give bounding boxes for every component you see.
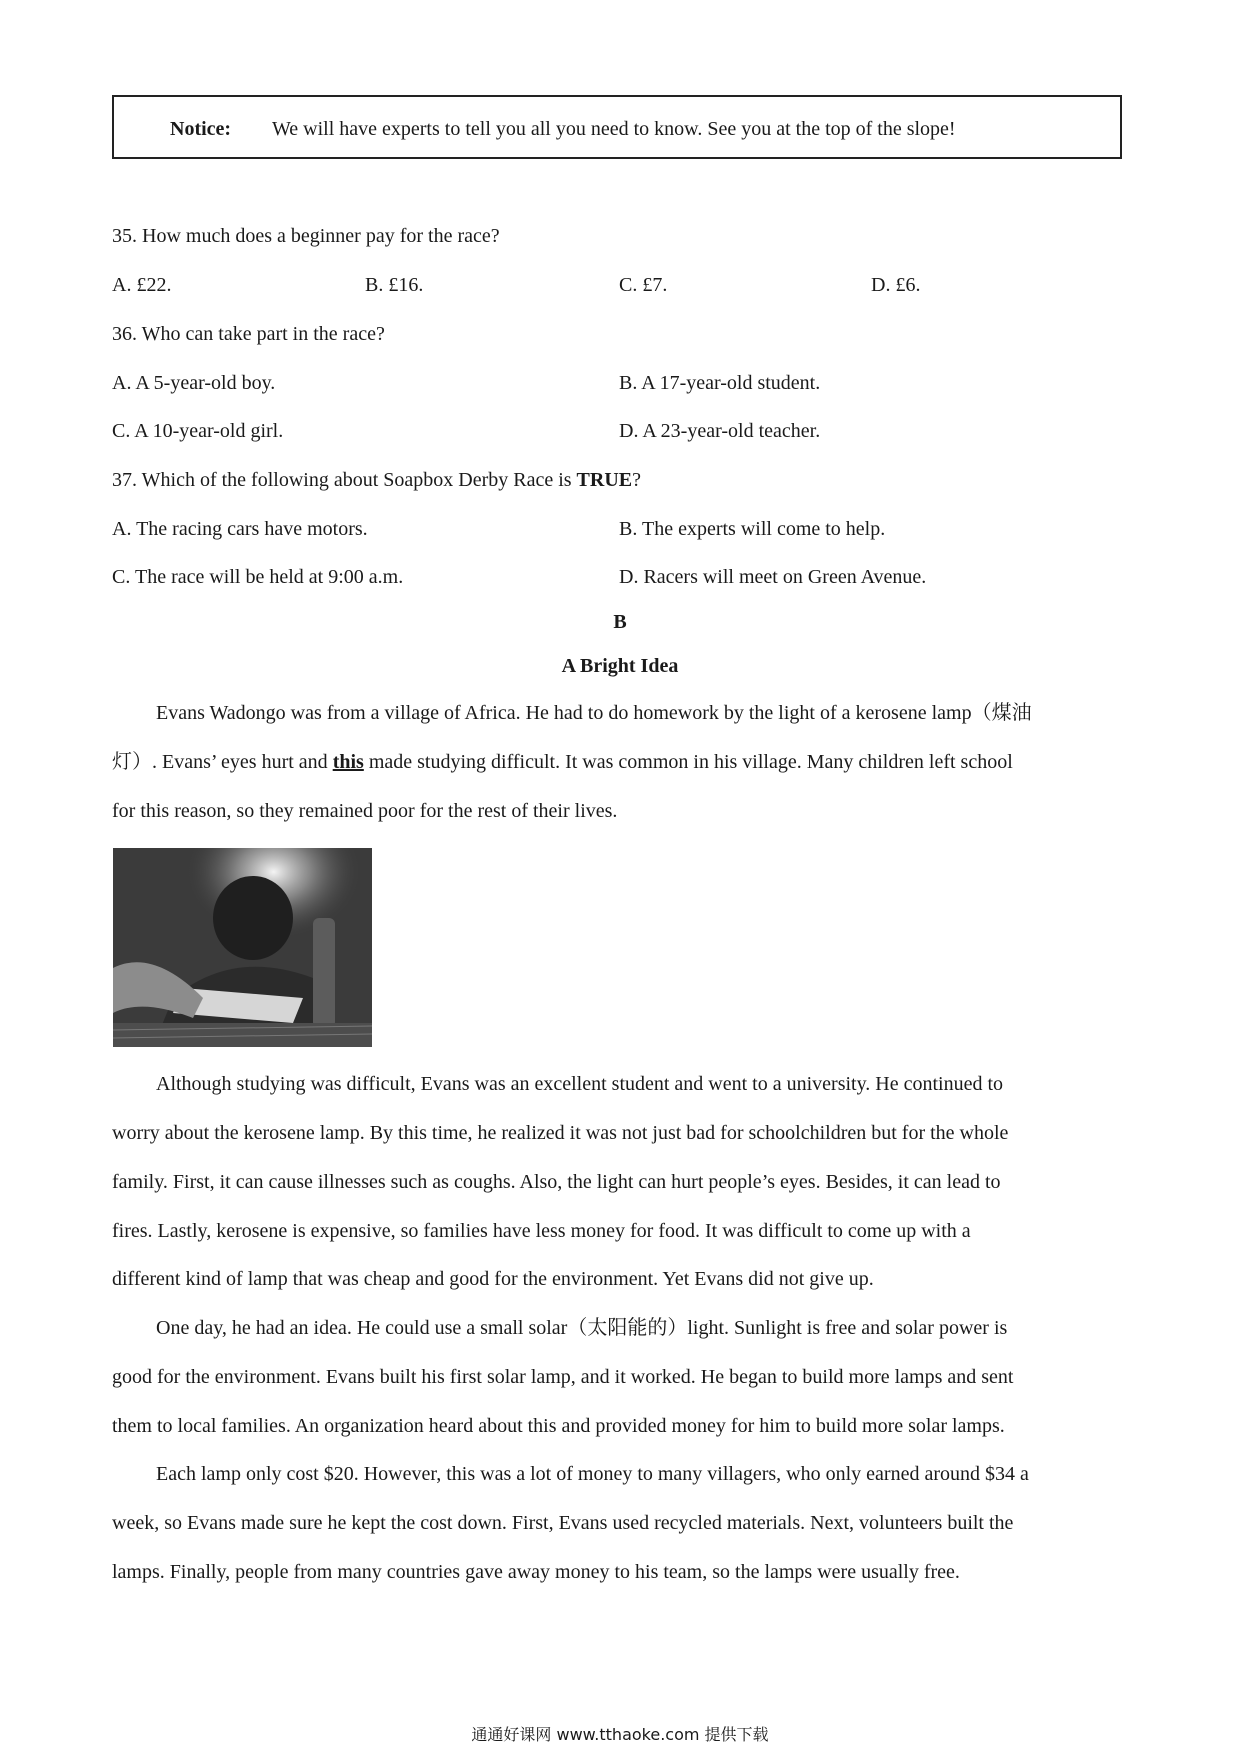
para1-line-2 xyxy=(112,752,1013,772)
notice-box xyxy=(112,95,1122,159)
question-37-option-a: A. The racing cars have motors. xyxy=(112,518,368,540)
para1-line-1: Evans Wadongo was from a village of Africa. He had to do homework by the light of a kerosene lamp（煤油 xyxy=(156,702,1032,724)
para3-line-2: good for the environment. Evans built his first solar lamp, and it worked. He began to build more lamps and sent xyxy=(112,1366,1014,1388)
question-36-option-b: B. A 17-year-old student. xyxy=(619,372,821,394)
notice-label: Notice: xyxy=(170,118,232,140)
question-36-stem: 36. Who can take part in the race? xyxy=(112,323,385,345)
footer-watermark: 通通好课网 www.tthaoke.com 提供下载 xyxy=(471,1725,769,1744)
para1-line-2-start: 灯）. Evans’ eyes hurt and xyxy=(112,751,333,773)
para3-line-1: One day, he had an idea. He could use a small solar（太阳能的）light. Sunlight is free and solar power is xyxy=(156,1317,1008,1339)
para4-line-2: week, so Evans made sure he kept the cost down. First, Evans used recycled materials. Next, volunteers built the xyxy=(112,1512,1014,1534)
question-37-option-d: D. Racers will meet on Green Avenue. xyxy=(619,566,927,588)
para3-line-3: them to local families. An organization heard about this and provided money for him to build more solar lamps. xyxy=(112,1415,1005,1437)
para4-line-3: lamps. Finally, people from many countries gave away money to his team, so the lamps were usually free. xyxy=(112,1561,960,1583)
question-36-option-d: D. A 23-year-old teacher. xyxy=(619,420,821,442)
question-37-stem-emphasis: TRUE xyxy=(576,469,633,491)
question-35-stem: 35. How much does a beginner pay for the race? xyxy=(112,225,500,247)
question-35-option-d: D. £6. xyxy=(871,274,921,296)
question-37-option-c: C. The race will be held at 9:00 a.m. xyxy=(112,566,404,588)
para2-line-2: worry about the kerosene lamp. By this time, he realized it was not just bad for schoolchildren but for the whole xyxy=(112,1122,1009,1144)
para4-line-1: Each lamp only cost $20. However, this was a lot of money to many villagers, who only earned around $34 a xyxy=(156,1463,1029,1485)
para2-line-5: different kind of lamp that was cheap and good for the environment. Yet Evans did not give up. xyxy=(112,1268,874,1290)
question-35-option-c: C. £7. xyxy=(619,274,668,296)
question-37-stem-end: ? xyxy=(632,469,642,491)
underlined-word-this: this xyxy=(332,751,364,773)
question-36-option-a: A. A 5-year-old boy. xyxy=(112,372,276,394)
para2-line-4: fires. Lastly, kerosene is expensive, so families have less money for food. It was difficult to come up with a xyxy=(112,1220,971,1242)
section-letter: B xyxy=(613,611,627,633)
question-37-option-b: B. The experts will come to help. xyxy=(619,518,886,540)
question-36-option-c: C. A 10-year-old girl. xyxy=(112,420,284,442)
question-37-stem xyxy=(112,470,641,490)
passage-title: A Bright Idea xyxy=(561,655,679,677)
question-37-stem-text: 37. Which of the following about Soapbox Derby Race is xyxy=(112,469,577,491)
photo-boy-reading-illustration xyxy=(113,848,372,1047)
question-35-option-a: A. £22. xyxy=(112,274,172,296)
question-35-option-b: B. £16. xyxy=(365,274,424,296)
para2-line-3: family. First, it can cause illnesses such as coughs. Also, the light can hurt people’s eyes. Besides, it can lead to xyxy=(112,1171,1001,1193)
para2-line-1: Although studying was difficult, Evans was an excellent student and went to a university. He continued to xyxy=(156,1073,1004,1095)
notice-text: We will have experts to tell you all you need to know. See you at the top of the slope! xyxy=(272,118,956,140)
photo-boy-reading-by-lamp xyxy=(113,848,372,1047)
para1-line-2-end: made studying difficult. It was common in his village. Many children left school xyxy=(363,751,1013,773)
para1-line-3: for this reason, so they remained poor for the rest of their lives. xyxy=(112,800,618,822)
